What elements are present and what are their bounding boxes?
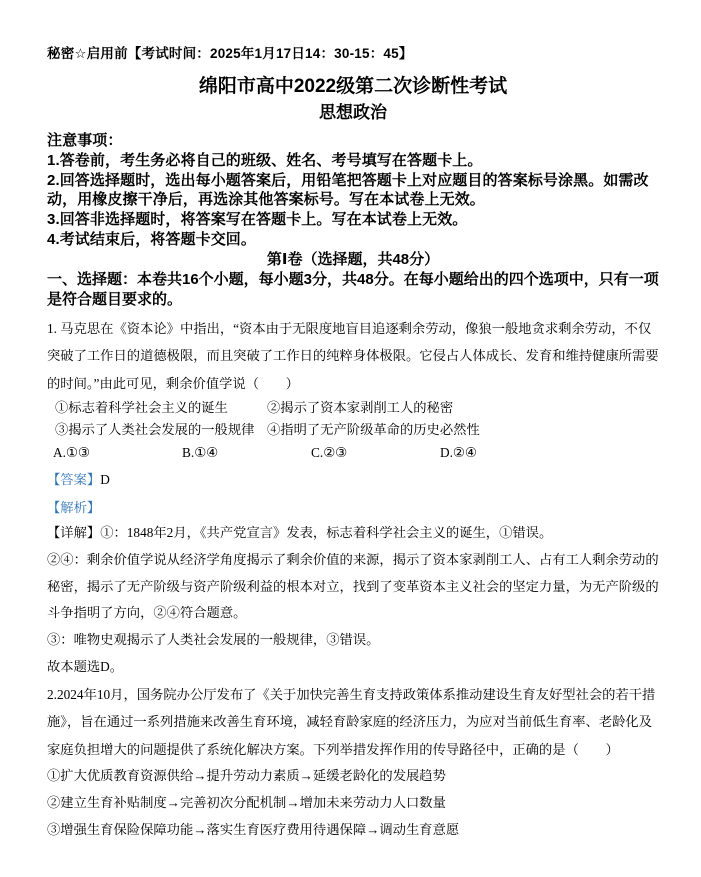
detail-paragraph-2: ②④：剩余价值学说从经济学角度揭示了剩余价值的来源，揭示了资本家剥削工人、占有工人剩余劳动的秘密，揭示了无产阶级与资产阶级利益的根本对立，找到了变革资本主义社会的坚定力量，为无产阶级的斗争指明了方向，②④符合题意。 [47, 551, 659, 621]
notice-item-2: 2.回答选择题时，选出每小题答案后，用铅笔把答题卡上对应题目的答案标号涂黑。如需改动，用橡皮擦干净后，再选涂其他答案标号。写在本试卷上无效。 [47, 171, 649, 209]
notice-item-3: 3.回答非选择题时，将答案写在答题卡上。写在本试卷上无效。 [47, 211, 468, 229]
notice-section [47, 131, 659, 250]
exam-subject: 思想政治 [319, 103, 387, 122]
analysis-label: 【解析】 [47, 500, 101, 515]
choice-c: C.②③ [311, 445, 348, 460]
detail-label: 【详解】 [47, 525, 101, 540]
notice-item-1: 1.答卷前，考生务必将自己的班级、姓名、考号填写在答题卡上。 [47, 151, 483, 169]
question-1-statements [47, 397, 659, 441]
statement-1: ①标志着科学社会主义的诞生 [55, 400, 228, 415]
q2-option-3: ③增强生育保险保障功能→落实生育医疗费用待遇保障→调动生育意愿 [47, 821, 460, 837]
statement-4: ④指明了无产阶级革命的历史必然性 [267, 422, 480, 437]
detail-text-1: ①：1848年2月，《共产党宣言》发表，标志着科学社会主义的诞生，①错误。 [100, 525, 553, 540]
answer-line [47, 467, 659, 492]
choice-a: A.①③ [53, 445, 90, 460]
section-instruction: 一、选择题：本卷共16个小题，每小题3分，共48分。在每小题给出的四个选项中，只有一项是符合题目要求的。 [47, 270, 659, 308]
q2-option-1: ①扩大优质教育资源供给→提升劳动力素质→延缓老龄化的发展趋势 [47, 768, 446, 783]
security-classification-line: 秘密☆启用前【考试时间：2025年1月17日14：30-15：45】 [47, 46, 413, 61]
question-1-stem: 1. 马克思在《资本论》中指出，“资本由于无限度地盲目追逐剩余劳动，像狼一般地贪求剩余劳动，不仅突破了工作日的道德极限，而且突破了工作日的纯粹身体极限。它侵占人体成长、发育和维持健康所需要的时间。”由此可见，剩余价值学说（ ） [47, 320, 659, 391]
exam-title: 绵阳市高中2022级第二次诊断性考试 [198, 76, 508, 97]
notice-heading: 注意事项： [47, 132, 123, 149]
detail-conclusion: 故本题选D。 [47, 658, 124, 674]
detail-paragraph-3: ③：唯物史观揭示了人类社会发展的一般规律，③错误。 [47, 632, 380, 648]
answer-label: 【答案】 [47, 472, 101, 487]
question-2-options [47, 763, 659, 843]
question-2-stem: 2.2024年10月，国务院办公厅发布了《关于加快完善生育支持政策体系推动建设生育友好型社会的若干措施》，旨在通过一系列措施来改善生育环境，减轻育龄家庭的经济压力，为应对当前低生育率、老龄化及家庭负担增大的问题提供了系统化解决方案。下列举措发挥作用的传导路径中，正确的是（ ） [47, 686, 656, 757]
choice-d: D.②④ [440, 445, 477, 460]
question-1-choices [47, 441, 659, 464]
analysis-line [47, 495, 659, 520]
statement-2: ②揭示了资本家剥削工人的秘密 [267, 400, 454, 415]
statement-3: ③揭示了人类社会发展的一般规律 [55, 422, 255, 437]
volume-title: 第Ⅰ卷（选择题，共48分） [266, 250, 440, 268]
q2-option-2: ②建立生育补贴制度→完善初次分配机制→增加未来劳动力人口数量 [47, 794, 446, 810]
choice-b: B.①④ [182, 445, 219, 460]
answer-value: D [100, 472, 110, 487]
notice-item-4: 4.考试结束后，将答题卡交回。 [47, 230, 257, 248]
detail-paragraph-1 [47, 520, 659, 547]
